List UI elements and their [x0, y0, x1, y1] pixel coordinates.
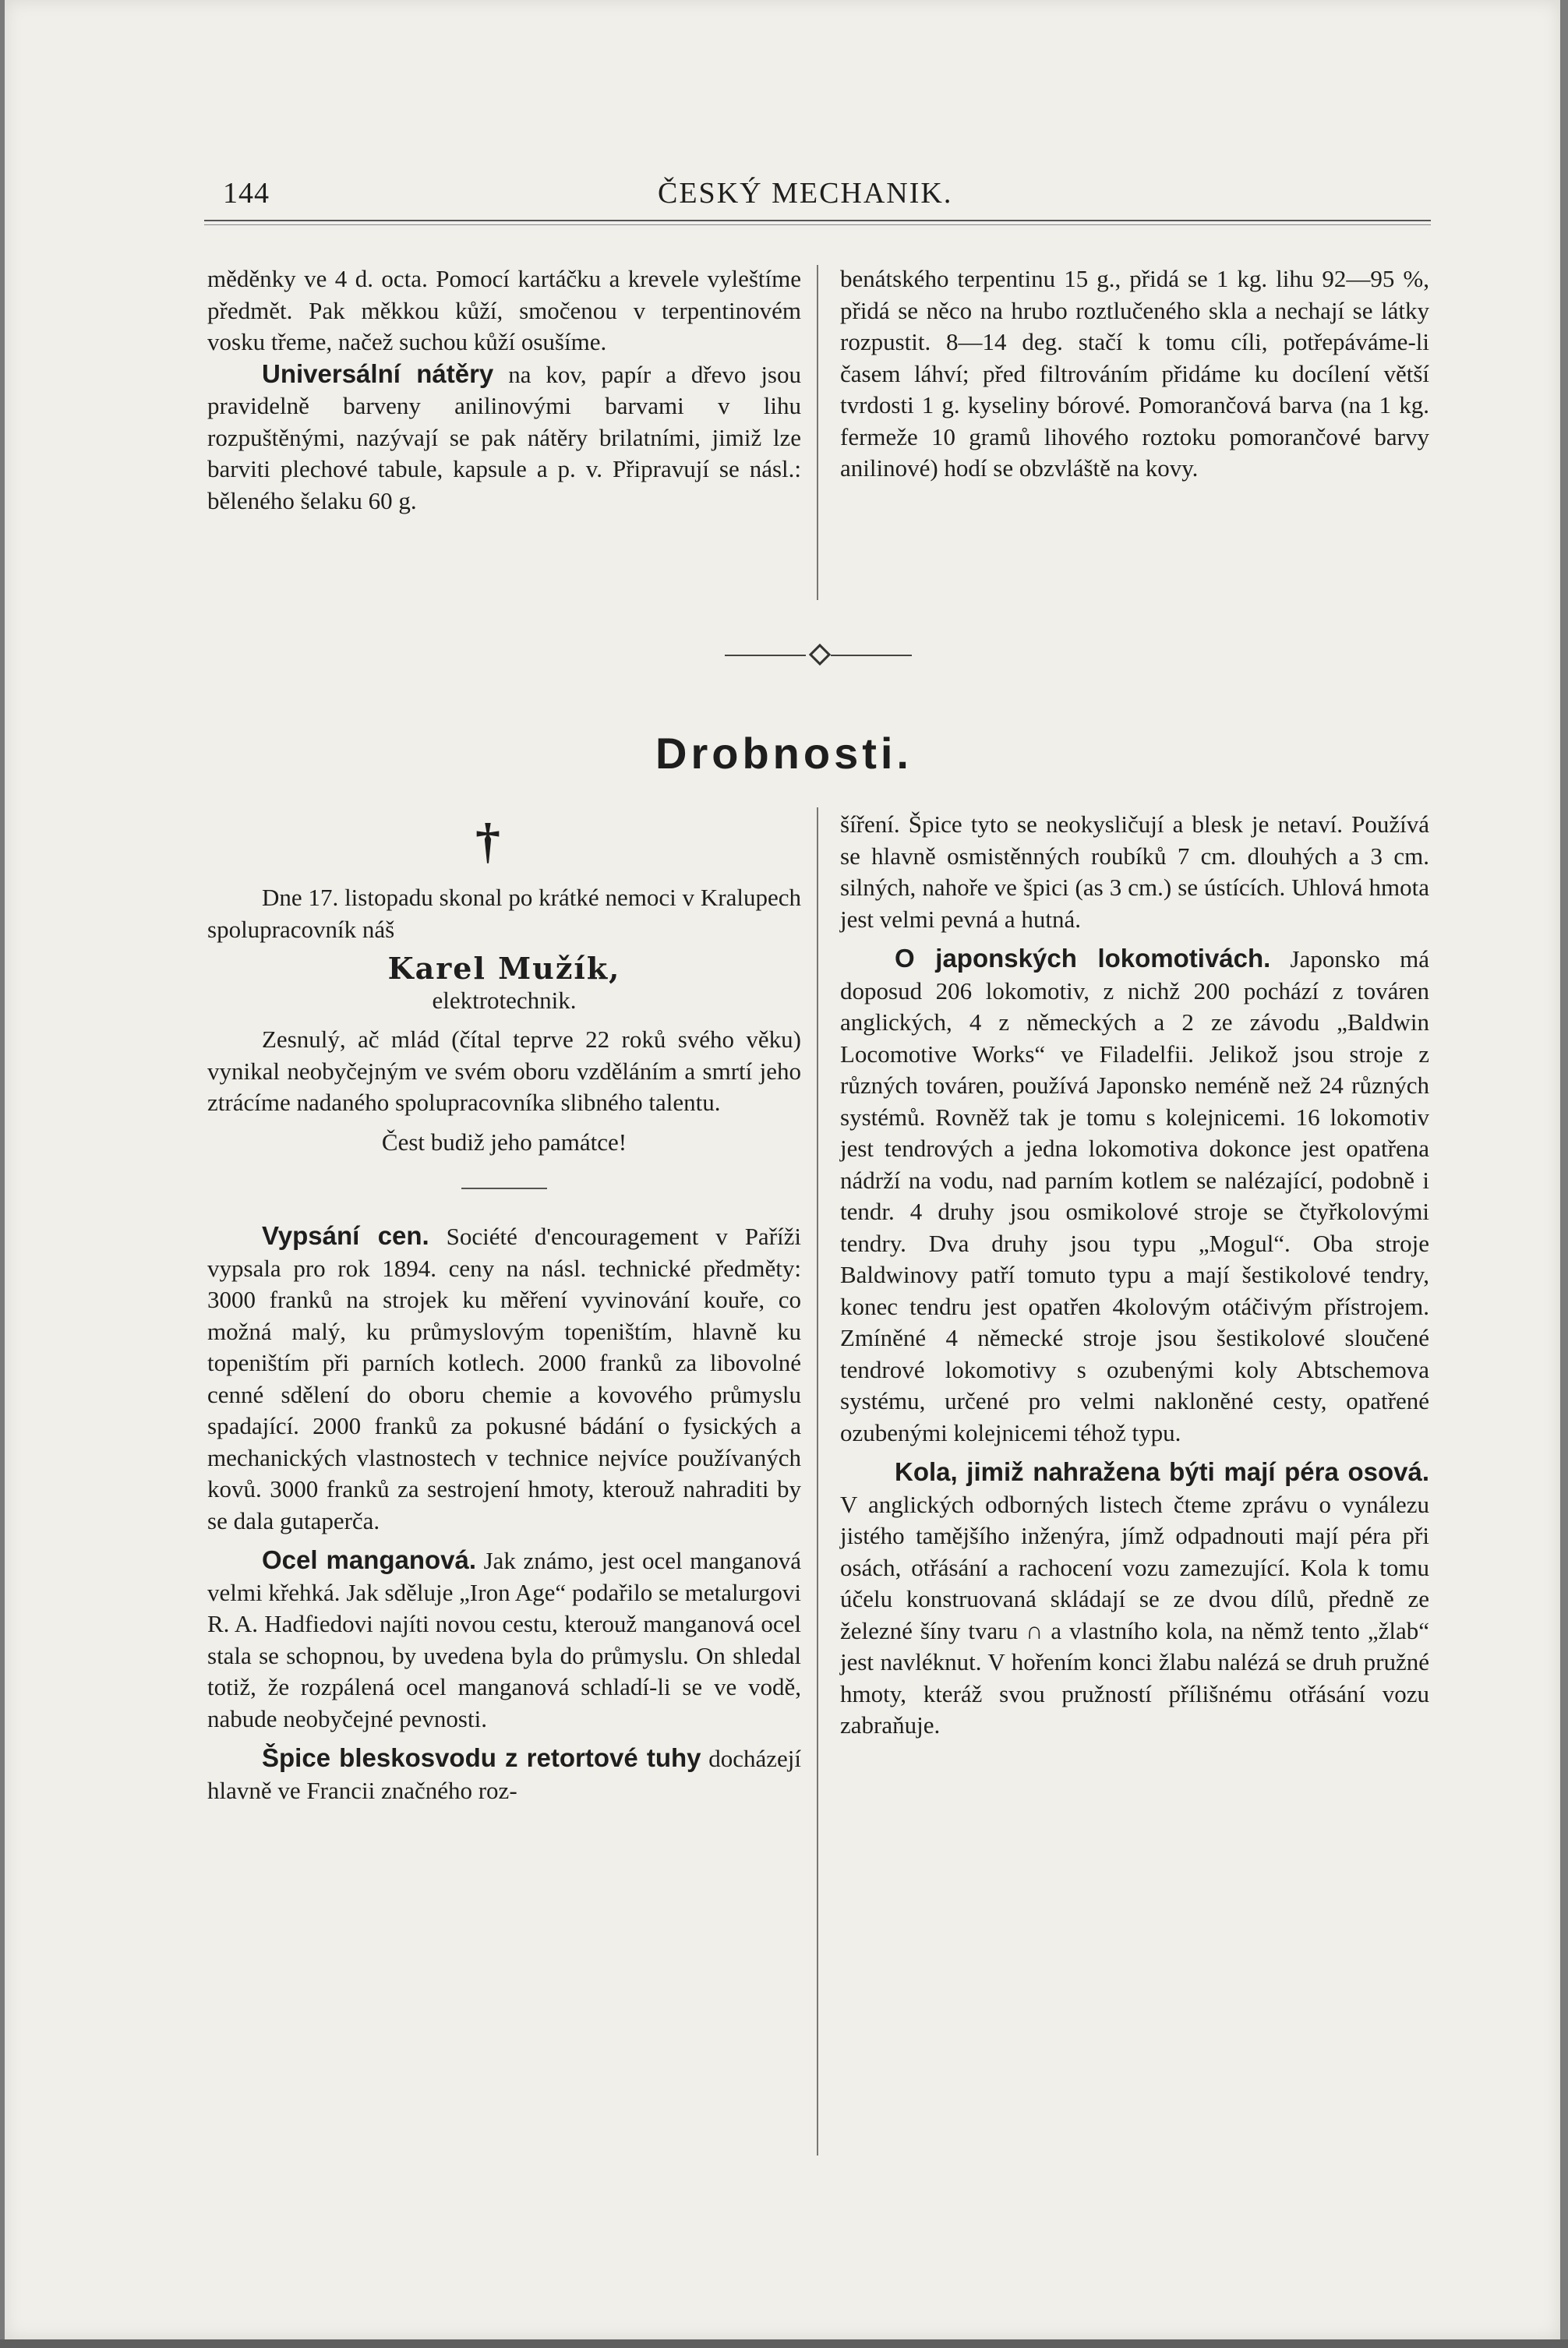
article-heading: O japonských lokomotivách.	[895, 944, 1271, 973]
obituary-cross-icon: †	[475, 813, 500, 868]
section-ornament	[725, 644, 912, 667]
obituary-text: Zesnulý, ač mlád (čítal teprve 22 roků svého věku) vynikal neobyčejným ve svém oboru vzděláním a smrtí jeho ztrácíme nadaného spolupracovníka slibného talentu.	[207, 1026, 801, 1116]
column-divider	[817, 265, 818, 600]
bottom-right-column	[840, 809, 1429, 1742]
section-title: Drobnosti.	[655, 729, 913, 778]
article-prizes	[207, 1220, 801, 1537]
article-manganese-steel	[207, 1545, 801, 1735]
article-text: na kov, papír a dřevo jsou pravidelně barveny anilinovými barvami v lihu rozpuštěnými, nazývají se pak nátěry brilatními, jimiž lze barviti plechové tabule, kapsule a p. v. Připravují se násl.: běleného šelaku 60 g.	[207, 360, 801, 514]
obituary-intro: Dne 17. listopadu skonal po krátké nemoci v Kralupech spolupracovník náš	[207, 884, 801, 943]
article-lightning-rod	[207, 1742, 801, 1806]
paragraph-continuation-lightning: šíření. Špice tyto se neokysličují a blesk je netaví. Používá se hlavně osmistěnných roubíků 7 cm. dlouhých a 3 cm. silných, nahoře ve špici (as 3 cm.) se ústících. Uhlová hmota jest velmi pevná a hutná.	[840, 810, 1429, 933]
article-text: V anglických odborných listech čteme zprávu o vynálezu jistého tamějšího inženýra, jímž odpadnouti mají péra při osách, otřásání a rachocení vozu zamezující. Kola k tomu účelu konstruovaná skládají se ze dvou dílů, předně ze železné šíny tvaru ∩ a vlastního kola, na němž tento „žlab“ jest navléknut. V hořením konci žlabu nalézá se druh pružné hmoty, kteráž svou pružností přílišnému otřásání vozu zabraňuje.	[840, 1490, 1429, 1739]
header-rule	[204, 220, 1431, 221]
article-heading: Vypsání cen.	[262, 1221, 429, 1250]
article-japanese-locomotives	[840, 943, 1429, 1449]
ornament-diamond-icon	[809, 644, 831, 666]
paragraph-universal-coatings	[207, 358, 801, 517]
obituary-closing: Čest budiž jeho památce!	[381, 1128, 627, 1156]
article-text: Société d'encouragement v Paříži vypsala pro rok 1894. ceny na násl. technické předměty: 3000 franků na strojek ku měření vyvinování kouře, co možná malý, ku průmyslovým topeništím, hlavně ku topeništím při parních kotlech. 2000 franků za libovolné cenné sdělení do oboru chemie a kovového průmyslu spadající. 2000 franků za pokusné bádání o fysických a mechanických vlastnostech v technice nejvíce používaných kovů. 3000 franků za sestrojení hmoty, kterouž nahraditi by se dala gutaperča.	[207, 1223, 802, 1534]
bottom-left-column	[207, 882, 801, 1806]
obituary-rule	[461, 1188, 547, 1189]
top-right-column	[840, 263, 1429, 485]
article-heading: Ocel manganová.	[262, 1545, 477, 1574]
article-wheels	[840, 1456, 1429, 1742]
scan-border	[0, 2339, 1568, 2348]
header-rule-secondary	[204, 224, 1431, 225]
running-title: ČESKÝ MECHANIK.	[658, 177, 953, 210]
article-heading: Špice bleskosvodu z retortové tuhy	[262, 1743, 701, 1772]
obituary-occupation: elektrotechnik.	[432, 986, 577, 1014]
paragraph-continuation: měděnky ve 4 d. octa. Pomocí kartáčku a krevele vyleštíme předmět. Pak měkkou kůží, smočenou v terpentinovém vosku třeme, načež suchou kůží osušíme.	[207, 265, 801, 355]
paragraph-continuation-right: benátského terpentinu 15 g., přidá se 1 kg. lihu 92—95 %, přidá se něco na hrubo roztlučeného skla a nechají se látky rozpustit. 8—14 deg. stačí k tomu cíli, potřepáváme-li časem láhví; před filtrováním přidáme ku docílení větší tvrdosti 1 g. kyseliny bórové. Pomorančová barva (na 1 kg. fermeže 10 gramů lihového roztoku pomorančové barvy anilinové) hodí se obzvláště na kovy.	[840, 265, 1429, 482]
article-text: Japonsko má doposud 206 lokomotiv, z nichž 200 pochází z továren anglických, 4 z německých a 2 ze závodu „Baldwin Locomotive Works“ ve Filadelfii. Jelikož jsou stroje z různých továren, používá Japonsko neméně než 24 různých systémů. Rovněž tak je tomu s kolejnicemi. 16 lokomotiv jest tendrových a jedna lokomotiva dokonce jest opatřena nádrží na vodu, nad parním kotlem se nalézající, podobně i tendr. 4 druhy jsou osmikolové stroje se čtyřkolovými tendry. Dva druhy jsou typu „Mogul“. Oba stroje Baldwinovy patří tomuto typu a mají šestikolové tendry, konec tendru jest opatřen 4kolovým otáčivým přístrojem. Zmíněné 4 německé stroje jsou šestikolové sloučené tendrové lokomotivy s ozubenými koly Abtschemova systému, určené pro velmi nakloněné cesty, opatřené ozubenými kolejnicemi téhož typu.	[840, 945, 1429, 1446]
page-number: 144	[223, 177, 270, 210]
obituary-name: Karel Mužík,	[387, 951, 621, 986]
article-heading: Kola, jimiž nahražena býti mají péra osová.	[895, 1457, 1429, 1486]
article-heading: Universální nátěry	[262, 358, 494, 388]
column-divider-bottom	[817, 807, 818, 2156]
top-left-column	[207, 263, 801, 517]
page-header	[214, 173, 1432, 220]
article-text: Jak známo, jest ocel manganová velmi křehká. Jak sděluje „Iron Age“ podařilo se metalurgovi R. A. Hadfiedovi najíti novou cestu, kterouž manganová ocel stala se schopnou, by uvedena byla do průmyslu. On shledal totiž, že rozpálená ocel manganová schladí-li se ve vodě, nabude neobyčejné pevnosti.	[207, 1547, 802, 1732]
article-text: docházejí hlavně ve Francii značného roz-	[207, 1745, 801, 1804]
